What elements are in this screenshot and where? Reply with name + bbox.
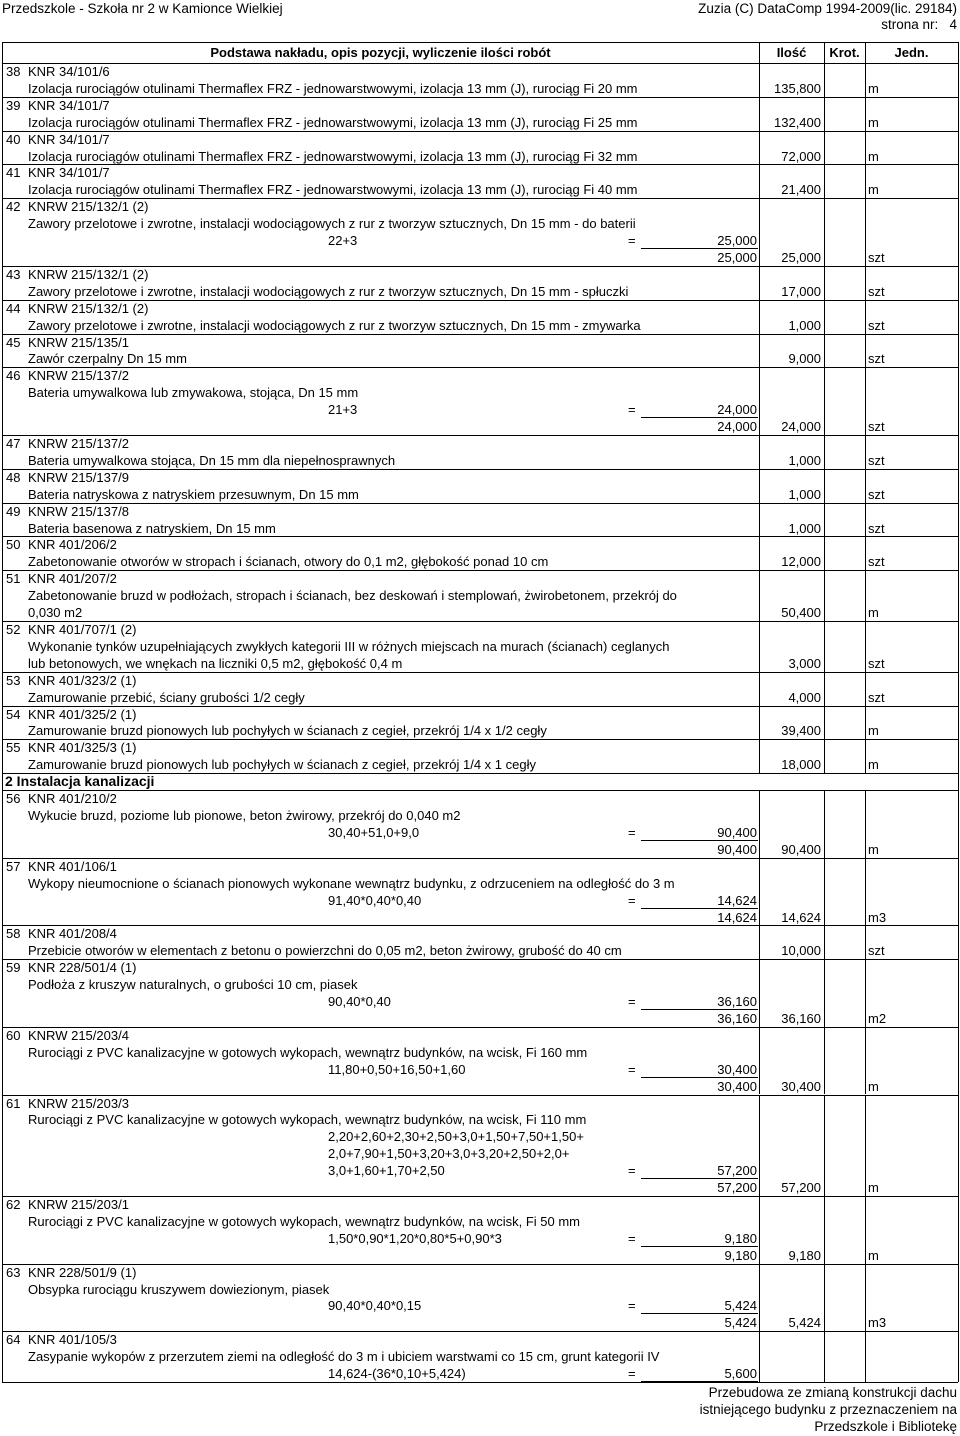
column-divider-1 [759, 621, 760, 672]
position-number: 55 [6, 740, 21, 756]
unit-value: m2 [868, 1010, 887, 1026]
position-number: 64 [6, 1332, 21, 1348]
column-divider-2 [824, 1027, 825, 1095]
subtotal-value: 24,000 [717, 419, 757, 435]
column-divider-2 [824, 266, 825, 300]
position-description: Zawory przelotowe i zwrotne, instalacji wodociągowych z rur z tworzyw sztucznych, Dn 15 mm - spłuczki [28, 283, 629, 299]
position-description: lub betonowych, we wnękach na liczniki 0,5 m2, głębokość 0,4 m [28, 655, 403, 671]
quantity-value: 5,424 [788, 1315, 821, 1331]
equals-sign: = [628, 892, 636, 908]
position-code: KNR 228/501/4 (1) [28, 960, 137, 976]
position-description: Izolacja rurociągów otulinami Thermaflex FRZ - jednowarstwowymi, izolacja 13 mm (J), rurociąg Fi 25 mm [28, 114, 638, 130]
position-description: Przebicie otworów w elementach z betonu o powierzchni do 0,05 m2, beton żwirowy, grubość do 40 cm [28, 943, 622, 959]
unit-value: m [868, 1247, 879, 1263]
column-divider-3 [865, 503, 866, 537]
calculation-expression: 21+3 [328, 402, 358, 418]
position-number: 57 [6, 858, 21, 874]
header-unit: Jedn. [894, 45, 929, 60]
position-description: Rurociągi z PVC kanalizacyjne w gotowych wykopach, wewnątrz budynków, na wcisk, Fi 160 mm [28, 1044, 588, 1060]
column-divider-1 [759, 1331, 760, 1382]
column-divider-1 [759, 97, 760, 131]
position-number: 39 [6, 97, 21, 113]
column-divider-3 [865, 131, 866, 165]
position-number: 58 [6, 926, 21, 942]
column-divider-3 [865, 706, 866, 740]
subtotal-value: 14,624 [717, 909, 757, 925]
position-description: Zabetonowanie otworów w stropach i ścianach, otwory do 0,1 m2, głębokość ponad 10 cm [28, 554, 549, 570]
unit-value: szt [868, 689, 885, 705]
column-divider-1 [759, 367, 760, 435]
column-divider-2 [824, 164, 825, 198]
position-number: 50 [6, 537, 21, 553]
calculation-expression: 14,624-(36*0,10+5,424) [328, 1366, 466, 1382]
position-number: 56 [6, 791, 21, 807]
position-number: 53 [6, 672, 21, 688]
footer-line-3: Przedszkole i Bibliotekę [814, 1419, 957, 1434]
equals-sign: = [628, 402, 636, 418]
column-divider-1 [759, 672, 760, 706]
position-code: KNR 34/101/7 [28, 165, 110, 181]
column-divider-1 [759, 706, 760, 740]
footer-line-2: istniejącego budynku z przeznaczeniem na [699, 1402, 957, 1417]
unit-value: m [868, 723, 879, 739]
position-code: KNR 34/101/7 [28, 97, 110, 113]
position-number: 63 [6, 1264, 21, 1280]
unit-value: szt [868, 283, 885, 299]
position-description: Zamurowanie bruzd pionowych lub pochyłych w ścianach z cegieł, przekrój 1/4 x 1/2 cegły [28, 723, 547, 739]
column-divider-1 [759, 300, 760, 334]
column-divider-3 [865, 739, 866, 773]
unit-value: m [868, 182, 879, 198]
column-divider-1 [759, 536, 760, 570]
quantity-value: 24,000 [781, 419, 821, 435]
calculation-expression: 22+3 [328, 233, 358, 249]
quantity-value: 1,000 [788, 317, 821, 333]
column-divider-2 [824, 739, 825, 773]
quantity-value: 36,160 [781, 1010, 821, 1026]
column-divider-1 [759, 1196, 760, 1264]
column-divider-3 [865, 1027, 866, 1095]
column-divider-2 [824, 1264, 825, 1332]
software-license: Zuzia (C) DataComp 1994-2009(lic. 29184) [698, 1, 957, 16]
unit-value: m3 [868, 1315, 887, 1331]
equals-sign: = [628, 233, 636, 249]
column-divider-2 [824, 1331, 825, 1382]
calculation-result: 5,424 [724, 1298, 757, 1314]
position-number: 59 [6, 960, 21, 976]
equals-sign: = [628, 824, 636, 840]
column-divider-3 [865, 334, 866, 368]
page-number: strona nr: 4 [881, 17, 957, 32]
column-divider-1 [759, 198, 760, 266]
quantity-value: 17,000 [781, 283, 821, 299]
position-number: 47 [6, 436, 21, 452]
column-divider-1 [759, 469, 760, 503]
section-title: 2 Instalacja kanalizacji [5, 773, 155, 790]
subtotal-value: 57,200 [717, 1180, 757, 1196]
table-right-border [958, 42, 959, 1382]
calculation-underline [641, 1381, 758, 1382]
column-divider-1 [759, 435, 760, 469]
column-divider-2 [824, 570, 825, 621]
column-divider-2 [824, 790, 825, 858]
column-divider-2 [824, 706, 825, 740]
position-description: Izolacja rurociągów otulinami Thermaflex FRZ - jednowarstwowymi, izolacja 13 mm (J), rurociąg Fi 40 mm [28, 182, 638, 198]
subtotal-value: 90,400 [717, 841, 757, 857]
column-divider-1 [759, 131, 760, 165]
position-number: 61 [6, 1095, 21, 1111]
column-divider-1 [759, 503, 760, 537]
column-divider-2 [824, 959, 825, 1027]
position-code: KNR 401/208/4 [28, 926, 117, 942]
position-code: KNRW 215/132/1 (2) [28, 266, 149, 282]
unit-value: szt [868, 317, 885, 333]
unit-value: m [868, 114, 879, 130]
position-description: Bateria basenowa z natryskiem, Dn 15 mm [28, 520, 276, 536]
column-divider-3 [865, 536, 866, 570]
position-number: 49 [6, 503, 21, 519]
table-top-border [2, 42, 958, 43]
column-divider-1 [759, 925, 760, 959]
column-divider-3 [865, 1095, 866, 1196]
unit-value: szt [868, 351, 885, 367]
quantity-value: 57,200 [781, 1180, 821, 1196]
position-number: 48 [6, 469, 21, 485]
unit-value: szt [868, 943, 885, 959]
position-code: KNR 34/101/7 [28, 131, 110, 147]
column-divider-3 [865, 858, 866, 926]
unit-value: m [868, 80, 879, 96]
unit-value: szt [868, 655, 885, 671]
calculation-result: 24,000 [717, 402, 757, 418]
position-number: 42 [6, 199, 21, 215]
column-divider-2 [824, 367, 825, 435]
table-left-border [2, 42, 3, 1382]
calculation-result: 57,200 [717, 1163, 757, 1179]
subtotal-value: 30,400 [717, 1078, 757, 1094]
position-description: Zabetonowanie bruzd w podłożach, stropach i ścianach, bez deskowań i stemplowań, żwirobetonem, przekrój do [28, 588, 677, 604]
calculation-expression: 1,50*0,90*1,20*0,80*5+0,90*3 [328, 1230, 502, 1246]
column-divider-1 [759, 63, 760, 97]
quantity-value: 1,000 [788, 486, 821, 502]
unit-value: m [868, 841, 879, 857]
position-code: KNRW 215/135/1 [28, 334, 129, 350]
quantity-value: 14,624 [781, 909, 821, 925]
calculation-result: 30,400 [717, 1061, 757, 1077]
quantity-value: 90,400 [781, 841, 821, 857]
calculation-expression: 90,40*0,40 [328, 994, 391, 1010]
column-divider-2 [824, 672, 825, 706]
column-divider-3 [865, 1196, 866, 1264]
column-divider-1 [759, 164, 760, 198]
calculation-result: 90,400 [717, 824, 757, 840]
column-divider-2 [824, 469, 825, 503]
column-divider-2 [824, 435, 825, 469]
column-divider-2 [824, 858, 825, 926]
calculation-expression: 90,40*0,40*0,15 [328, 1298, 422, 1314]
column-divider-1 [759, 266, 760, 300]
column-divider-1 [759, 858, 760, 926]
column-divider-2 [824, 1095, 825, 1196]
calculation-result: 36,160 [717, 994, 757, 1010]
header-divider-2 [824, 42, 825, 63]
calculation-result: 14,624 [717, 892, 757, 908]
column-divider-2 [824, 131, 825, 165]
position-code: KNRW 215/203/4 [28, 1027, 129, 1043]
column-divider-3 [865, 570, 866, 621]
quantity-value: 135,800 [774, 80, 821, 96]
quantity-value: 3,000 [788, 655, 821, 671]
position-description: Zasypanie wykopów z przerzutem ziemi na odległość do 3 m i ubiciem warstwami co 15 cm, grunt kategorii IV [28, 1349, 660, 1365]
position-code: KNR 401/323/2 (1) [28, 672, 137, 688]
column-divider-2 [824, 300, 825, 334]
position-code: KNRW 215/203/1 [28, 1196, 129, 1212]
column-divider-3 [865, 672, 866, 706]
subtotal-value: 25,000 [717, 250, 757, 265]
unit-value: szt [868, 419, 885, 435]
subtotal-value: 9,180 [724, 1247, 757, 1263]
position-code: KNR 401/206/2 [28, 537, 117, 553]
position-number: 51 [6, 571, 21, 587]
column-divider-2 [824, 334, 825, 368]
position-description: Zawór czerpalny Dn 15 mm [28, 351, 187, 367]
position-code: KNR 401/707/1 (2) [28, 622, 137, 638]
unit-value: szt [868, 486, 885, 502]
calculation-expression: 30,40+51,0+9,0 [328, 824, 420, 840]
column-divider-2 [824, 198, 825, 266]
calculation-result: 9,180 [724, 1230, 757, 1246]
column-divider-2 [824, 97, 825, 131]
column-divider-3 [865, 164, 866, 198]
quantity-value: 10,000 [781, 943, 821, 959]
column-divider-2 [824, 503, 825, 537]
column-divider-3 [865, 925, 866, 959]
unit-value: szt [868, 554, 885, 570]
position-number: 43 [6, 266, 21, 282]
position-number: 41 [6, 165, 21, 181]
position-number: 60 [6, 1027, 21, 1043]
quantity-value: 132,400 [774, 114, 821, 130]
equals-sign: = [628, 994, 636, 1010]
unit-value: szt [868, 452, 885, 468]
position-code: KNR 401/210/2 [28, 791, 117, 807]
position-description: Izolacja rurociągów otulinami Thermaflex FRZ - jednowarstwowymi, izolacja 13 mm (J), rurociąg Fi 32 mm [28, 148, 638, 164]
position-description: Wykopy nieumocnione o ścianach pionowych wykonane wewnątrz budynku, z odrzuceniem na odległość do 3 m [28, 875, 675, 891]
position-number: 46 [6, 368, 21, 384]
column-divider-3 [865, 469, 866, 503]
calculation-expression: 2,0+7,90+1,50+3,20+3,0+3,20+2,50+2,0+ [328, 1146, 570, 1162]
unit-value: m [868, 148, 879, 164]
position-description: Zawory przelotowe i zwrotne, instalacji wodociągowych z rur z tworzyw sztucznych, Dn 15 mm - zmywarka [28, 317, 641, 333]
position-number: 62 [6, 1196, 21, 1212]
position-code: KNR 401/207/2 [28, 571, 117, 587]
quantity-value: 39,400 [781, 723, 821, 739]
column-divider-1 [759, 1095, 760, 1196]
column-divider-3 [865, 621, 866, 672]
quantity-value: 18,000 [781, 757, 821, 773]
unit-value: szt [868, 520, 885, 536]
column-divider-3 [865, 63, 866, 97]
quantity-value: 9,000 [788, 351, 821, 367]
unit-value: m [868, 1078, 879, 1094]
subtotal-value: 5,424 [724, 1315, 757, 1331]
unit-value: m [868, 757, 879, 773]
quantity-value: 9,180 [788, 1247, 821, 1263]
document-title: Przedszkole - Szkoła nr 2 w Kamionce Wielkiej [2, 1, 283, 16]
column-divider-3 [865, 198, 866, 266]
equals-sign: = [628, 1366, 636, 1382]
calculation-expression: 11,80+0,50+16,50+1,60 [328, 1061, 466, 1077]
position-description: 0,030 m2 [28, 605, 83, 621]
column-divider-3 [865, 367, 866, 435]
footer-line-1: Przebudowa ze zmianą konstrukcji dachu [708, 1385, 957, 1400]
column-divider-1 [759, 570, 760, 621]
header-multiplier: Krot. [829, 45, 860, 60]
table-bottom-border [2, 1382, 958, 1383]
position-code: KNR 34/101/6 [28, 64, 110, 79]
position-code: KNRW 215/132/1 (2) [28, 300, 149, 316]
position-description: Izolacja rurociągów otulinami Thermaflex FRZ - jednowarstwowymi, izolacja 13 mm (J), rurociąg Fi 20 mm [28, 80, 638, 96]
equals-sign: = [628, 1163, 636, 1179]
position-code: KNR 401/106/1 [28, 858, 117, 874]
position-code: KNRW 215/137/2 [28, 436, 129, 452]
calculation-expression: 3,0+1,60+1,70+2,50 [328, 1163, 445, 1179]
column-divider-3 [865, 1331, 866, 1382]
calculation-expression: 91,40*0,40*0,40 [328, 892, 422, 908]
column-divider-1 [759, 790, 760, 858]
position-description: Obsypka rurociągu kruszywem dowiezionym, piasek [28, 1281, 330, 1297]
column-divider-1 [759, 1264, 760, 1332]
position-code: KNR 401/105/3 [28, 1332, 117, 1348]
quantity-value: 4,000 [788, 689, 821, 705]
calculation-expression: 2,20+2,60+2,30+2,50+3,0+1,50+7,50+1,50+ [328, 1129, 584, 1145]
column-divider-2 [824, 621, 825, 672]
column-divider-3 [865, 959, 866, 1027]
position-number: 38 [6, 64, 21, 79]
position-description: Podłoża z kruszyw naturalnych, o grubości 10 cm, piasek [28, 977, 358, 993]
column-divider-3 [865, 300, 866, 334]
position-number: 40 [6, 131, 21, 147]
header-divider-1 [759, 42, 760, 63]
position-description: Bateria umywalkowa stojąca, Dn 15 mm dla niepełnosprawnych [28, 452, 396, 468]
position-description: Wykucie bruzd, poziome lub pionowe, beton żwirowy, przekrój do 0,040 m2 [28, 808, 461, 824]
quantity-value: 1,000 [788, 452, 821, 468]
position-number: 45 [6, 334, 21, 350]
column-divider-1 [759, 739, 760, 773]
position-description: Wykonanie tynków uzupełniających zwykłych kategorii III w różnych miejscach na murach (ścianach) ceglanych [28, 638, 670, 654]
column-divider-3 [865, 97, 866, 131]
position-code: KNRW 215/132/1 (2) [28, 199, 149, 215]
column-divider-2 [824, 1196, 825, 1264]
equals-sign: = [628, 1230, 636, 1246]
position-code: KNRW 215/137/2 [28, 368, 129, 384]
position-description: Bateria natryskowa z natryskiem przesuwnym, Dn 15 mm [28, 486, 359, 502]
position-code: KNRW 215/203/3 [28, 1095, 129, 1111]
header-description: Podstawa nakładu, opis pozycji, wyliczenie ilości robót [210, 45, 551, 60]
unit-value: m [868, 605, 879, 621]
position-code: KNR 401/325/3 (1) [28, 740, 137, 756]
position-number: 44 [6, 300, 21, 316]
quantity-value: 72,000 [781, 148, 821, 164]
column-divider-3 [865, 790, 866, 858]
unit-value: szt [868, 250, 885, 265]
equals-sign: = [628, 1061, 636, 1077]
column-divider-2 [824, 63, 825, 97]
position-description: Bateria umywalkowa lub zmywakowa, stojąca, Dn 15 mm [28, 385, 359, 401]
position-description: Rurociągi z PVC kanalizacyjne w gotowych wykopach, wewnątrz budynków, na wcisk, Fi 50 mm [28, 1213, 581, 1229]
position-code: KNRW 215/137/8 [28, 503, 129, 519]
position-description: Zawory przelotowe i zwrotne, instalacji wodociągowych z rur z tworzyw sztucznych, Dn 15 mm - do baterii [28, 216, 636, 232]
column-divider-2 [824, 925, 825, 959]
position-description: Zamurowanie przebić, ściany grubości 1/2 cegły [28, 689, 305, 705]
unit-value: m [868, 1180, 879, 1196]
column-divider-1 [759, 959, 760, 1027]
unit-value: m3 [868, 909, 887, 925]
header-quantity: Ilość [776, 45, 807, 60]
calculation-result: 25,000 [717, 233, 757, 249]
quantity-value: 1,000 [788, 520, 821, 536]
quantity-value: 50,400 [781, 605, 821, 621]
position-code: KNR 228/501/9 (1) [28, 1264, 137, 1280]
position-code: KNR 401/325/2 (1) [28, 706, 137, 722]
column-divider-1 [759, 1027, 760, 1095]
position-code: KNRW 215/137/9 [28, 469, 129, 485]
column-divider-1 [759, 334, 760, 368]
column-divider-3 [865, 266, 866, 300]
position-description: Zamurowanie bruzd pionowych lub pochyłych w ścianach z cegieł, przekrój 1/4 x 1 cegły [28, 757, 536, 773]
header-divider-3 [865, 42, 866, 63]
quantity-value: 21,400 [781, 182, 821, 198]
position-number: 52 [6, 622, 21, 638]
calculation-result: 5,600 [724, 1366, 757, 1382]
column-divider-3 [865, 435, 866, 469]
subtotal-value: 36,160 [717, 1010, 757, 1026]
quantity-value: 12,000 [781, 554, 821, 570]
position-number: 54 [6, 706, 21, 722]
position-description: Rurociągi z PVC kanalizacyjne w gotowych wykopach, wewnątrz budynków, na wcisk, Fi 110 mm [28, 1112, 587, 1128]
column-divider-2 [824, 536, 825, 570]
equals-sign: = [628, 1298, 636, 1314]
quantity-value: 30,400 [781, 1078, 821, 1094]
quantity-value: 25,000 [781, 250, 821, 265]
column-divider-3 [865, 1264, 866, 1332]
